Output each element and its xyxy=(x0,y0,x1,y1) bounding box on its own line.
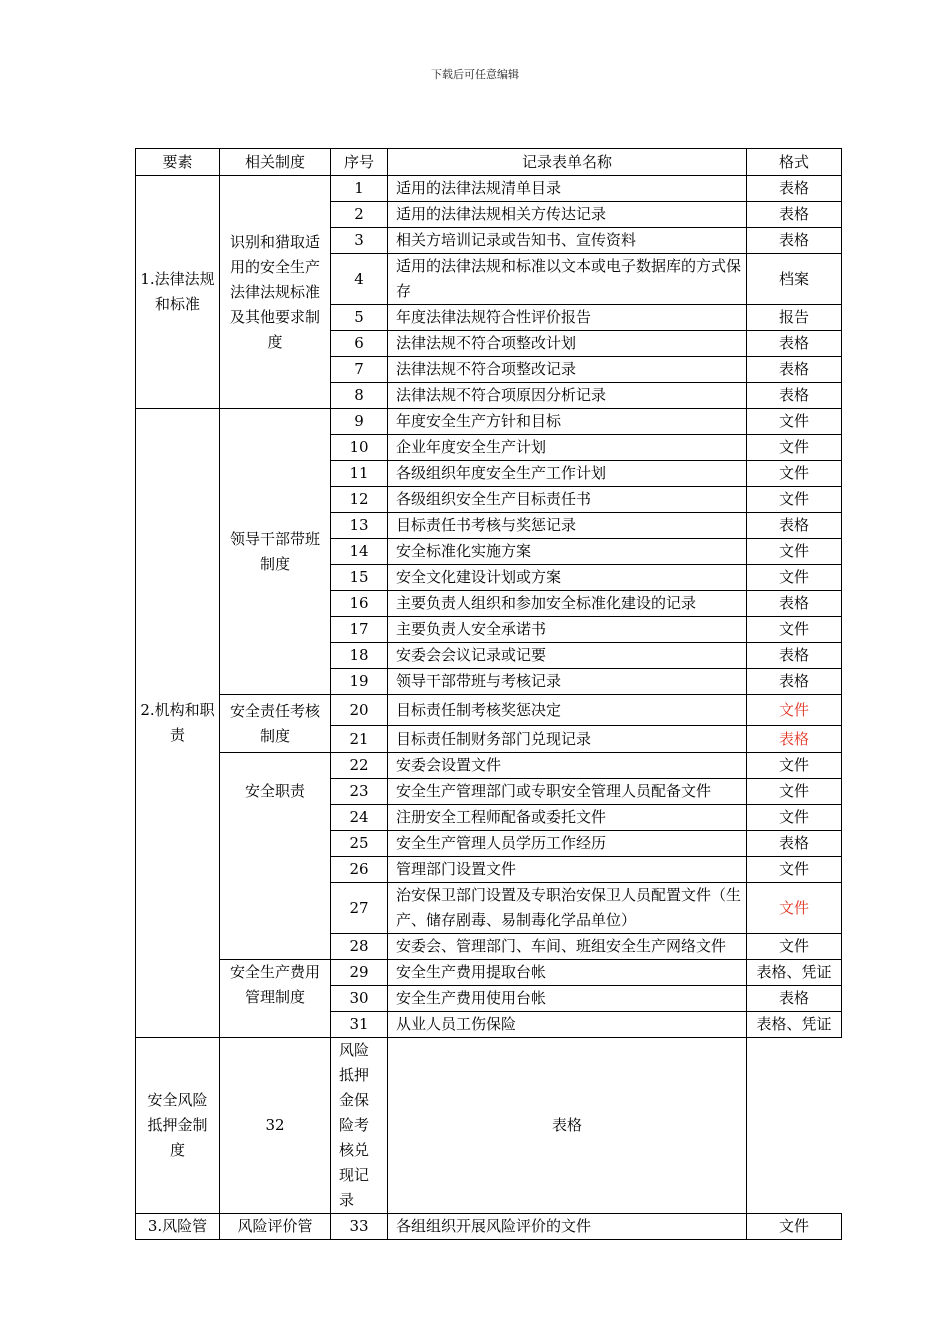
table-row xyxy=(136,695,842,726)
seq-cell: 9 xyxy=(331,409,388,435)
format-cell: 文件 xyxy=(747,753,842,779)
format-cell-highlighted: 文件 xyxy=(747,883,842,934)
seq-cell: 25 xyxy=(331,831,388,857)
record-name-cell: 适用的法律法规相关方传达记录 xyxy=(388,202,747,228)
seq-cell: 31 xyxy=(331,1012,388,1038)
seq-cell: 20 xyxy=(331,695,388,726)
record-name-cell: 法律法规不符合项原因分析记录 xyxy=(388,383,747,409)
record-name-cell: 法律法规不符合项整改计划 xyxy=(388,331,747,357)
system-cell: 风险评价管 xyxy=(220,1214,331,1240)
format-cell: 报告 xyxy=(747,305,842,331)
format-cell: 文件 xyxy=(747,1214,842,1240)
record-name-cell: 各级组织年度安全生产工作计划 xyxy=(388,461,747,487)
format-cell: 表格 xyxy=(388,1038,747,1214)
format-cell: 表格 xyxy=(747,669,842,695)
seq-cell: 4 xyxy=(331,254,388,305)
format-cell: 文件 xyxy=(747,857,842,883)
seq-cell: 3 xyxy=(331,228,388,254)
seq-cell: 1 xyxy=(331,176,388,202)
record-name-cell: 注册安全工程师配备或委托文件 xyxy=(388,805,747,831)
seq-cell: 30 xyxy=(331,986,388,1012)
seq-cell: 8 xyxy=(331,383,388,409)
system-cell: 识别和猎取适用的安全生产法律法规标准及其他要求制度 xyxy=(220,176,331,409)
format-cell: 文件 xyxy=(747,779,842,805)
format-cell-highlighted: 表格 xyxy=(747,726,842,753)
record-name-cell: 企业年度安全生产计划 xyxy=(388,435,747,461)
table-row xyxy=(136,753,842,779)
header-element: 要素 xyxy=(136,149,220,176)
table-row xyxy=(136,960,842,986)
record-name-cell: 安全生产管理人员学历工作经历 xyxy=(388,831,747,857)
format-cell: 表格 xyxy=(747,331,842,357)
seq-cell: 14 xyxy=(331,539,388,565)
record-name-cell: 目标责任制考核奖惩决定 xyxy=(388,695,747,726)
record-name-cell: 各级组织安全生产目标责任书 xyxy=(388,487,747,513)
seq-cell: 33 xyxy=(331,1214,388,1240)
format-cell: 文件 xyxy=(747,539,842,565)
seq-cell: 22 xyxy=(331,753,388,779)
seq-cell: 29 xyxy=(331,960,388,986)
format-cell: 表格、凭证 xyxy=(747,1012,842,1038)
seq-cell: 27 xyxy=(331,883,388,934)
seq-cell: 28 xyxy=(331,934,388,960)
system-cell: 领导干部带班制度 xyxy=(220,409,331,695)
seq-cell: 19 xyxy=(331,669,388,695)
system-cell: 安全风险抵押金制度 xyxy=(136,1038,220,1214)
record-name-cell: 安全标准化实施方案 xyxy=(388,539,747,565)
record-name-cell: 目标责任制财务部门兑现记录 xyxy=(388,726,747,753)
format-cell: 文件 xyxy=(747,805,842,831)
format-cell: 文件 xyxy=(747,934,842,960)
record-name-cell: 风险抵押金保险考核兑现记录 xyxy=(331,1038,388,1214)
system-cell: 安全责任考核制度 xyxy=(220,695,331,753)
seq-cell: 10 xyxy=(331,435,388,461)
record-name-cell: 相关方培训记录或告知书、宣传资料 xyxy=(388,228,747,254)
format-cell: 表格 xyxy=(747,643,842,669)
format-cell: 文件 xyxy=(747,409,842,435)
seq-cell: 23 xyxy=(331,779,388,805)
system-cell: 安全生产费用管理制度 xyxy=(220,960,331,1038)
format-cell-highlighted: 文件 xyxy=(747,695,842,726)
record-name-cell: 各组组织开展风险评价的文件 xyxy=(388,1214,747,1240)
record-name-cell: 法律法规不符合项整改记录 xyxy=(388,357,747,383)
table-row xyxy=(136,1038,842,1214)
record-name-cell: 安委会、管理部门、车间、班组安全生产网络文件 xyxy=(388,934,747,960)
records-table xyxy=(135,148,842,1240)
format-cell: 表格 xyxy=(747,831,842,857)
format-cell: 表格 xyxy=(747,202,842,228)
record-name-cell: 安全生产费用使用台帐 xyxy=(388,986,747,1012)
record-name-cell: 年度法律法规符合性评价报告 xyxy=(388,305,747,331)
table-row xyxy=(136,1214,842,1240)
record-name-cell: 安全文化建设计划或方案 xyxy=(388,565,747,591)
record-name-cell: 目标责任书考核与奖惩记录 xyxy=(388,513,747,539)
record-name-cell: 主要负责人组织和参加安全标准化建设的记录 xyxy=(388,591,747,617)
seq-cell: 15 xyxy=(331,565,388,591)
seq-cell: 11 xyxy=(331,461,388,487)
format-cell: 文件 xyxy=(747,487,842,513)
record-name-cell: 安委会设置文件 xyxy=(388,753,747,779)
header-format: 格式 xyxy=(747,149,842,176)
table-row xyxy=(136,409,842,435)
format-cell: 表格、凭证 xyxy=(747,960,842,986)
format-cell: 档案 xyxy=(747,254,842,305)
record-name-cell: 管理部门设置文件 xyxy=(388,857,747,883)
seq-cell: 32 xyxy=(220,1038,331,1214)
table-row xyxy=(136,779,842,805)
format-cell: 文件 xyxy=(747,461,842,487)
record-name-cell: 从业人员工伤保险 xyxy=(388,1012,747,1038)
format-cell: 表格 xyxy=(747,176,842,202)
element-cell: 1.法律法规和标准 xyxy=(136,176,220,409)
record-name-cell: 适用的法律法规清单目录 xyxy=(388,176,747,202)
seq-cell: 7 xyxy=(331,357,388,383)
seq-cell: 5 xyxy=(331,305,388,331)
record-name-cell: 适用的法律法规和标准以文本或电子数据库的方式保存 xyxy=(388,254,747,305)
record-name-cell: 主要负责人安全承诺书 xyxy=(388,617,747,643)
seq-cell: 16 xyxy=(331,591,388,617)
format-cell: 文件 xyxy=(747,617,842,643)
record-name-cell: 年度安全生产方针和目标 xyxy=(388,409,747,435)
seq-cell: 24 xyxy=(331,805,388,831)
system-cell: 安全职责 xyxy=(220,779,331,960)
table-header-row xyxy=(136,149,842,176)
format-cell: 表格 xyxy=(747,986,842,1012)
element-cell: 3.风险管 xyxy=(136,1214,220,1240)
seq-cell: 26 xyxy=(331,857,388,883)
record-name-cell: 领导干部带班与考核记录 xyxy=(388,669,747,695)
element-cell: 2.机构和职责 xyxy=(136,409,220,1038)
record-name-cell: 安全生产费用提取台帐 xyxy=(388,960,747,986)
seq-cell: 18 xyxy=(331,643,388,669)
page-header-note: 下载后可任意编辑 xyxy=(431,68,519,81)
format-cell: 表格 xyxy=(747,357,842,383)
system-cell-empty xyxy=(220,753,331,779)
format-cell: 表格 xyxy=(747,591,842,617)
record-name-cell: 治安保卫部门设置及专职治安保卫人员配置文件（生产、储存剧毒、易制毒化学品单位） xyxy=(388,883,747,934)
seq-cell: 21 xyxy=(331,726,388,753)
record-name-cell: 安全生产管理部门或专职安全管理人员配备文件 xyxy=(388,779,747,805)
seq-cell: 2 xyxy=(331,202,388,228)
seq-cell: 13 xyxy=(331,513,388,539)
format-cell: 表格 xyxy=(747,228,842,254)
record-name-cell: 安委会会议记录或记要 xyxy=(388,643,747,669)
header-system: 相关制度 xyxy=(220,149,331,176)
table-row xyxy=(136,176,842,202)
format-cell: 文件 xyxy=(747,565,842,591)
seq-cell: 12 xyxy=(331,487,388,513)
seq-cell: 17 xyxy=(331,617,388,643)
format-cell: 文件 xyxy=(747,435,842,461)
format-cell: 表格 xyxy=(747,513,842,539)
format-cell: 表格 xyxy=(747,383,842,409)
seq-cell: 6 xyxy=(331,331,388,357)
header-seq: 序号 xyxy=(331,149,388,176)
header-record-name: 记录表单名称 xyxy=(388,149,747,176)
